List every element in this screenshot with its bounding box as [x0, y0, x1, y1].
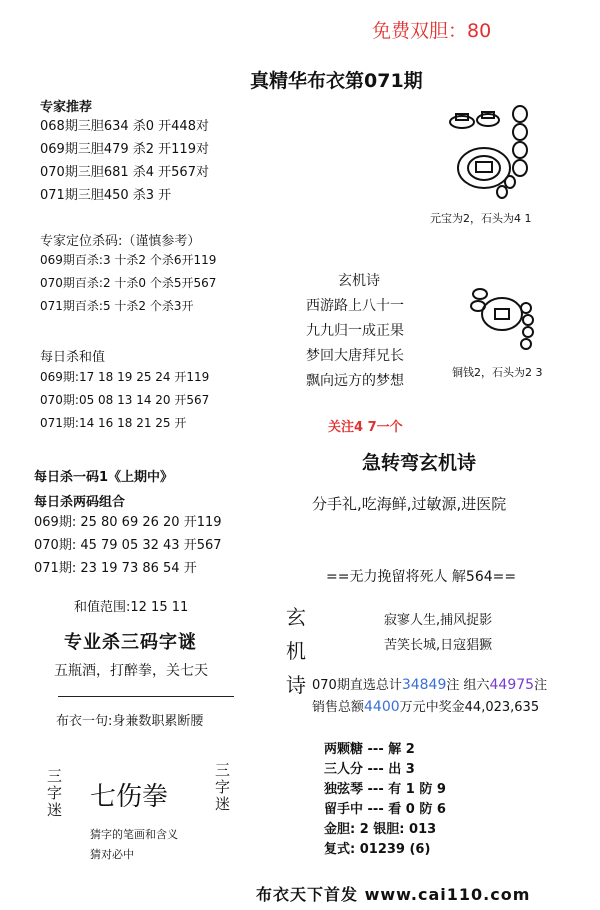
- xuanjishi-char: 玄: [286, 605, 306, 629]
- riddle-text: 五瓶酒，打醉拳，关七天: [54, 663, 208, 679]
- three-word-right: 三字迷: [213, 762, 231, 813]
- sum-list: [40, 366, 209, 435]
- clue-line: 金胆: 2 银胆: 013: [324, 822, 437, 837]
- stat-line-2: [312, 696, 539, 715]
- poem-line: 飘向远方的梦想: [306, 373, 404, 389]
- free-double-label: 免费双胆：80: [372, 20, 492, 42]
- xuanjishi-char: 机: [286, 639, 306, 663]
- kill-two-list: [34, 511, 222, 580]
- sum-line: 069期:17 18 19 25 24 开119: [40, 370, 210, 384]
- stat1-prefix: 070期直选总计: [312, 678, 402, 693]
- sum-line: 070期:05 08 13 14 20 开567: [40, 393, 210, 407]
- xj-lines: [384, 608, 492, 658]
- kill-two-line: 071期: 23 19 73 86 54 开: [34, 561, 197, 576]
- turn-text: 分手礼,吃海鲜,过敏源,进医院: [312, 495, 507, 513]
- xj-line: 寂寥人生,捕风捉影: [384, 613, 493, 628]
- kill-two-line: 069期: 25 80 69 26 20 开119: [34, 515, 222, 530]
- clue-line: 两颗糖 --- 解 2: [324, 742, 415, 757]
- stat2-num: 4400: [364, 699, 400, 715]
- poem-line: 西游路上八十一: [306, 298, 404, 314]
- stat1-mid: 注 组六: [446, 678, 490, 693]
- clue-list: [324, 740, 446, 860]
- position-line: 069期百杀:3 十杀2 个杀6开119: [40, 253, 217, 267]
- poem-line: 梦回大唐拜兄长: [306, 348, 404, 364]
- footer-text: 布衣天下首发 www.cai110.com: [256, 885, 531, 904]
- stat1-num2: 44975: [489, 677, 535, 693]
- turn-title: 急转弯玄机诗: [362, 452, 477, 474]
- stat2-prefix: 销售总额: [312, 700, 365, 715]
- picture1-caption: 元宝为2，石头为4 1: [430, 212, 532, 225]
- hint-line-1: 猜字的笔画和含义: [90, 828, 178, 841]
- expert-line: 068期三胆634 杀0 开448对: [40, 119, 209, 134]
- clue-line: 留手中 --- 看 0 防 6: [324, 802, 446, 817]
- buyi-line: 布衣一句:身兼数职累断腰: [56, 714, 204, 729]
- xuanjishi-vertical: [286, 600, 306, 702]
- sum-range: 和值范围:12 15 11: [74, 600, 189, 615]
- kill-two-title: 每日杀两码组合: [34, 495, 126, 510]
- stat-line-1: [312, 674, 547, 693]
- clue-line: 独弦琴 --- 有 1 防 9: [324, 782, 446, 797]
- xuanjishi-char: 诗: [286, 673, 306, 697]
- poem-line: 九九归一成正果: [306, 323, 404, 339]
- stat1-suffix: 注: [534, 678, 548, 693]
- sum-line: 071期:14 16 18 21 25 开: [40, 416, 187, 430]
- clue-line: 复式: 01239 (6): [324, 842, 431, 857]
- wuli-line: ==无力挽留将死人 解564==: [326, 569, 517, 585]
- expert-line: 071期三胆450 杀3 开: [40, 188, 172, 203]
- picture2-caption: 铜钱2，石头为2 3: [452, 366, 543, 379]
- poem-lines: [306, 294, 404, 394]
- position-title: 专家定位杀码:（谨慎参考）: [40, 234, 201, 249]
- three-word-left: 三字迷: [45, 768, 63, 819]
- position-list: [40, 249, 216, 318]
- expert-title: 专家推荐: [40, 100, 93, 115]
- ingot-stone-picture: [440, 100, 550, 210]
- riddle-title: 专业杀三码字谜: [64, 632, 197, 653]
- page-title: 真精华布衣第071期: [250, 70, 423, 92]
- xj-line: 苦笑长城,日寇猖獗: [384, 638, 493, 653]
- poem-title: 玄机诗: [338, 273, 380, 289]
- expert-line: 069期三胆479 杀2 开119对: [40, 142, 209, 157]
- stat1-num: 34849: [401, 677, 447, 693]
- sum-title: 每日杀和值: [40, 350, 106, 365]
- expert-list: [40, 115, 209, 207]
- coin-stone-picture: [462, 284, 542, 356]
- big-word: 七伤拳: [90, 782, 169, 812]
- clue-line: 三人分 --- 出 3: [324, 762, 415, 777]
- kill-one: 每日杀一码1《上期中》: [34, 470, 174, 485]
- position-line: 070期百杀:2 十杀0 个杀5开567: [40, 276, 217, 290]
- expert-line: 070期三胆681 杀4 开567对: [40, 165, 209, 180]
- focus-label: 关注4 7一个: [328, 420, 403, 435]
- position-line: 071期百杀:5 十杀2 个杀3开: [40, 299, 194, 313]
- stat2-suffix: 万元中奖金44,023,635: [399, 700, 540, 715]
- divider: [58, 696, 234, 697]
- kill-two-line: 070期: 45 79 05 32 43 开567: [34, 538, 222, 553]
- hint-line-2: 猜对必中: [90, 848, 134, 861]
